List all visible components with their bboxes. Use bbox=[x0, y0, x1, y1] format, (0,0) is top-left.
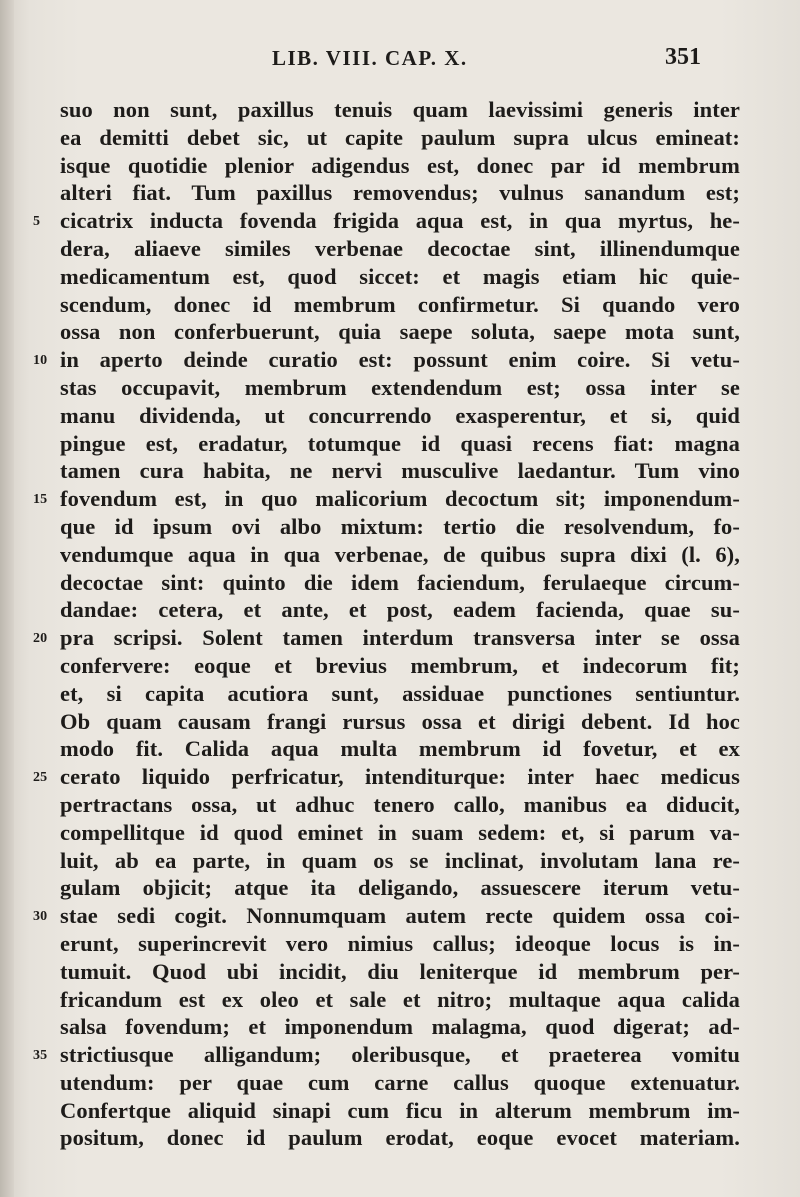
line-text: isque quotidie plenior adigendus est, donec par id membrum bbox=[60, 152, 740, 178]
line-number: 5 bbox=[33, 214, 41, 230]
line-text: scendum, donec id membrum confirmetur. Si quando vero bbox=[60, 291, 740, 317]
text-line bbox=[60, 430, 740, 458]
text-line bbox=[33, 902, 740, 930]
text-line bbox=[60, 152, 740, 180]
line-number: 30 bbox=[33, 909, 48, 925]
line-text: suo non sunt, paxillus tenuis quam laevissimi generis inter bbox=[60, 97, 740, 122]
line-text: decoctae sint: quinto die idem faciendum, ferulaeque circum- bbox=[60, 569, 740, 595]
text-line bbox=[60, 986, 740, 1014]
line-number: 15 bbox=[33, 492, 48, 508]
page-number: 351 bbox=[665, 44, 701, 70]
line-text: et, si capita acutiora sunt, assiduae punctiones sentiuntur. bbox=[60, 680, 740, 706]
text-line bbox=[60, 541, 740, 569]
line-text: Confertque aliquid sinapi cum ficu in alterum membrum im- bbox=[60, 1097, 740, 1123]
line-text: compellitque id quod eminet in suam sedem: et, si parum va- bbox=[60, 819, 740, 845]
line-text: ossa non conferbuerunt, quia saepe soluta, saepe mota sunt, bbox=[60, 319, 740, 345]
text-line bbox=[60, 374, 740, 402]
line-text: stas occupavit, membrum extendendum est; ossa inter se bbox=[60, 374, 740, 400]
text-line bbox=[60, 1069, 740, 1097]
line-text: dera, aliaeve similes verbenae decoctae sint, illinendumque bbox=[60, 235, 740, 261]
text-line bbox=[60, 1124, 740, 1152]
line-text: cerato liquido perfricatur, intenditurque: inter haec medicus bbox=[60, 764, 740, 790]
text-line bbox=[60, 569, 740, 597]
line-number: 35 bbox=[33, 1048, 48, 1064]
text-line bbox=[60, 96, 740, 124]
line-text: positum, donec id paulum erodat, eoque evocet materiam. bbox=[60, 1125, 740, 1151]
line-text: que id ipsum ovi albo mixtum: tertio die resolvendum, fo- bbox=[60, 513, 740, 539]
line-text: pra scripsi. Solent tamen interdum transversa inter se ossa bbox=[60, 625, 740, 651]
line-text: gulam objicit; atque ita deligando, assuescere iterum vetu- bbox=[60, 875, 740, 901]
text-line bbox=[60, 513, 740, 541]
running-title: LIB. VIII. CAP. X. bbox=[272, 46, 468, 70]
text-line bbox=[33, 624, 740, 652]
text-line bbox=[33, 346, 740, 374]
line-text: tumuit. Quod ubi incidit, diu leniterque id membrum per- bbox=[60, 958, 740, 984]
text-line bbox=[60, 402, 740, 430]
line-text: in aperto deinde curatio est: possunt enim coire. Si vetu- bbox=[60, 347, 740, 373]
text-line bbox=[60, 179, 740, 207]
line-text: modo fit. Calida aqua multa membrum id fovetur, et ex bbox=[60, 736, 740, 762]
text-line bbox=[33, 763, 740, 791]
text-line bbox=[60, 1097, 740, 1125]
body-text bbox=[33, 96, 740, 1152]
text-line bbox=[60, 708, 740, 736]
text-line bbox=[60, 457, 740, 485]
line-number: 25 bbox=[33, 770, 48, 786]
text-line bbox=[60, 263, 740, 291]
line-text: Ob quam causam frangi rursus ossa et dirigi debent. Id hoc bbox=[60, 708, 740, 734]
line-text: dandae: cetera, et ante, et post, eadem facienda, quae su- bbox=[60, 597, 740, 623]
text-line bbox=[60, 596, 740, 624]
text-line bbox=[60, 652, 740, 680]
text-line bbox=[60, 318, 740, 346]
line-text: stae sedi cogit. Nonnumquam autem recte quidem ossa coi- bbox=[60, 903, 740, 929]
text-line bbox=[60, 930, 740, 958]
line-text: ea demitti debet sic, ut capite paulum supra ulcus emineat: bbox=[60, 124, 740, 150]
text-line bbox=[60, 735, 740, 763]
line-text: medicamentum est, quod siccet: et magis etiam hic quie- bbox=[60, 263, 740, 289]
line-text: fovendum est, in quo malicorium decoctum sit; imponendum- bbox=[60, 486, 740, 512]
line-text: salsa fovendum; et imponendum malagma, quod digerat; ad- bbox=[60, 1014, 740, 1040]
text-line bbox=[60, 680, 740, 708]
text-line bbox=[60, 819, 740, 847]
line-text: confervere: eoque et brevius membrum, et indecorum fit; bbox=[60, 652, 740, 678]
line-text: pingue est, eradatur, totumque id quasi recens fiat: magna bbox=[60, 430, 740, 456]
text-line bbox=[60, 124, 740, 152]
text-line bbox=[60, 235, 740, 263]
text-line bbox=[60, 791, 740, 819]
line-text: fricandum est ex oleo et sale et nitro; multaque aqua calida bbox=[60, 986, 740, 1012]
text-line bbox=[60, 291, 740, 319]
text-line bbox=[60, 847, 740, 875]
text-line bbox=[33, 1041, 740, 1069]
line-text: erunt, superincrevit vero nimius callus; ideoque locus is in- bbox=[60, 930, 740, 956]
text-line bbox=[60, 958, 740, 986]
text-line bbox=[33, 207, 740, 235]
text-line bbox=[60, 874, 740, 902]
line-text: tamen cura habita, ne nervi musculive laedantur. Tum vino bbox=[60, 458, 740, 484]
line-text: alteri fiat. Tum paxillus removendus; vulnus sanandum est; bbox=[60, 180, 740, 206]
line-text: vendumque aqua in qua verbenae, de quibus supra dixi (l. 6), bbox=[60, 541, 740, 567]
line-text: pertractans ossa, ut adhuc tenero callo, manibus ea diducit, bbox=[60, 791, 740, 817]
line-number: 10 bbox=[33, 353, 48, 369]
line-number: 20 bbox=[33, 631, 48, 647]
line-text: manu dividenda, ut concurrendo exasperentur, et si, quid bbox=[60, 402, 740, 428]
page-header bbox=[0, 44, 800, 76]
line-text: luit, ab ea parte, in quam os se inclinat, involutam lana re- bbox=[60, 847, 740, 873]
text-line bbox=[60, 1013, 740, 1041]
line-text: utendum: per quae cum carne callus quoque extenuatur. bbox=[60, 1069, 740, 1095]
line-text: cicatrix inducta fovenda frigida aqua est, in qua myrtus, he- bbox=[60, 208, 740, 234]
line-text: strictiusque alligandum; oleribusque, et praeterea vomitu bbox=[60, 1042, 740, 1068]
page-gutter-shadow bbox=[0, 0, 14, 1197]
text-line bbox=[33, 485, 740, 513]
